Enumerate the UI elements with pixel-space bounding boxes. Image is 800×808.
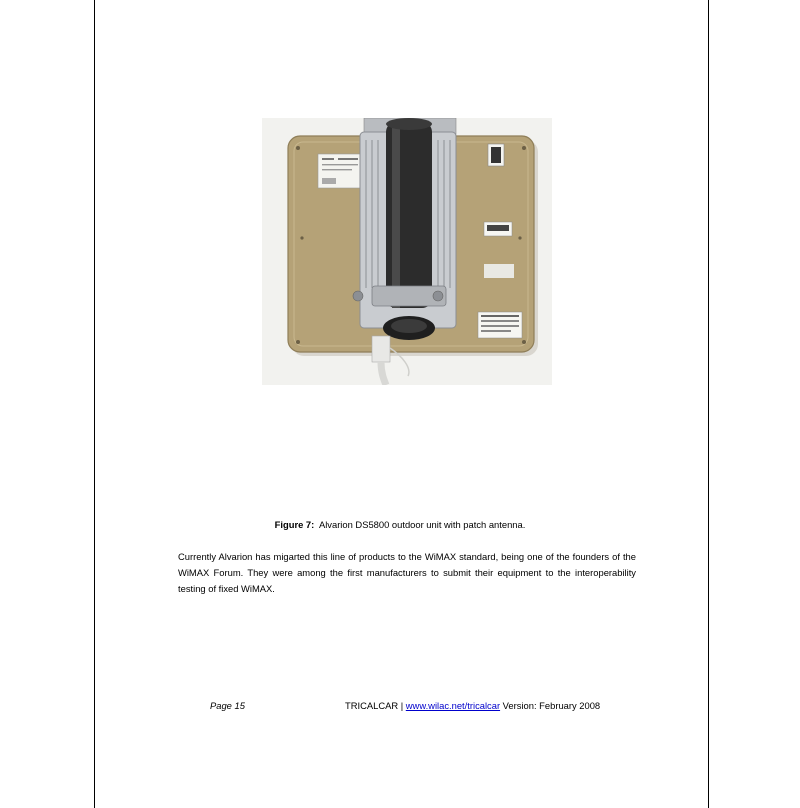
figure-caption-text: Alvarion DS5800 outdoor unit with patch antenna. <box>318 519 526 530</box>
footer-project: TRICALCAR | <box>345 700 406 711</box>
footer-version: Version: February 2008 <box>500 700 601 711</box>
body-paragraph-container <box>178 549 636 597</box>
body-paragraph: Currently Alvarion has migarted this line of products to the WiMAX standard, being one of the founders of the WiMAX Forum. They were among the first manufacturers to submit their equipment to the interoperability testing of fixed WiMAX. <box>178 551 636 594</box>
figure-photo <box>262 118 552 385</box>
figure-label: Figure 7: <box>274 519 315 530</box>
footer-link[interactable]: www.wilac.net/tricalcar <box>405 700 501 711</box>
figure-caption <box>0 519 800 530</box>
antenna-photo-illustration <box>262 118 552 385</box>
footer-info <box>345 700 600 711</box>
footer-page-number: Page 15 <box>210 700 245 711</box>
